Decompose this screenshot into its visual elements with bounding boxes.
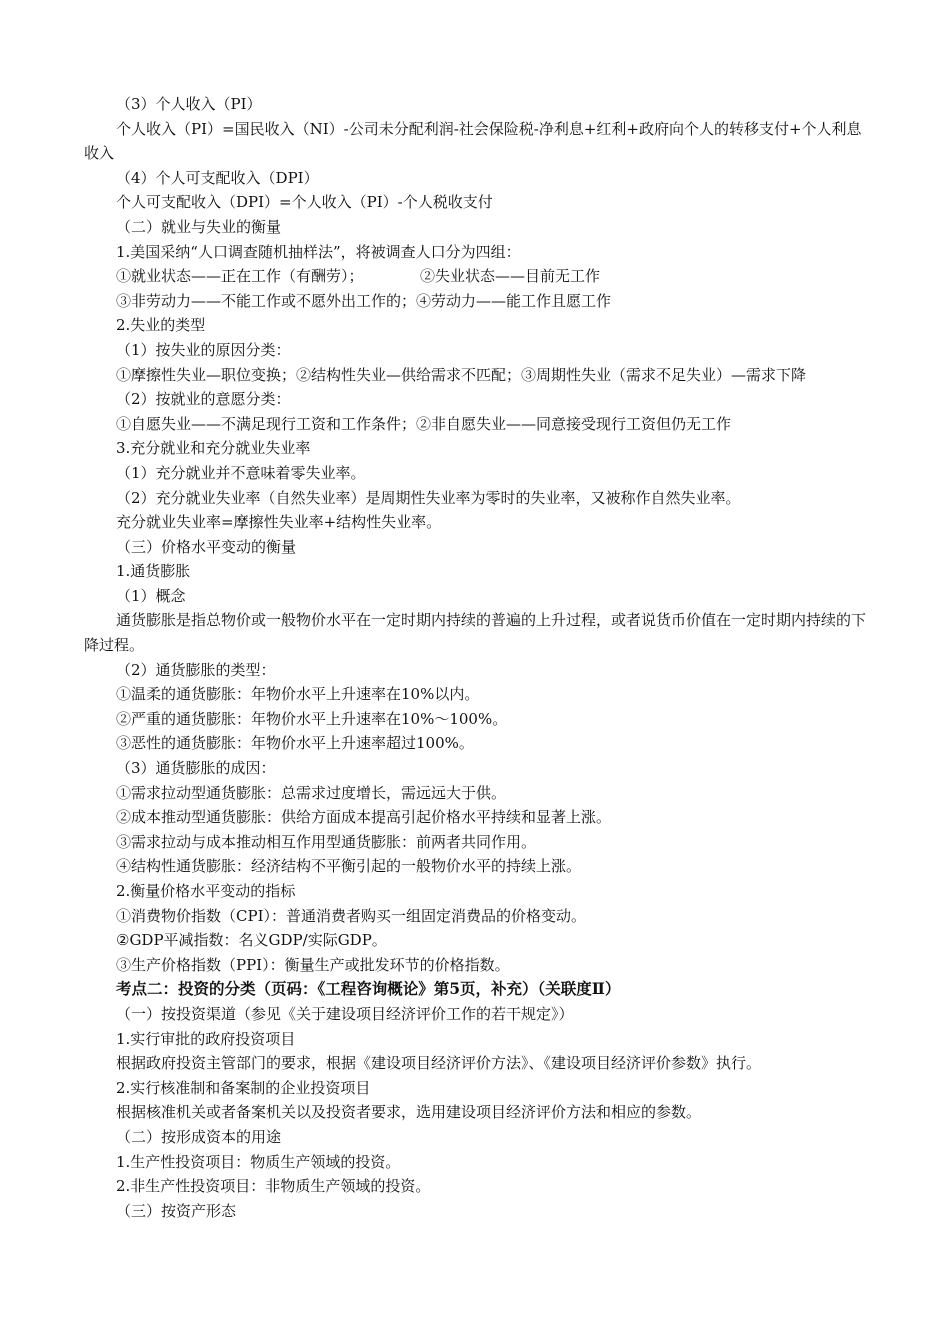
text-line-two-column — [84, 264, 874, 289]
text-line: （一）按投资渠道（参见《关于建设项目经济评价工作的若干规定》） — [116, 1004, 574, 1023]
text-line: 2.失业的类型 — [116, 316, 206, 335]
text-line: ②严重的通货膨胀：年物价水平上升速率在10%～100%。 — [116, 709, 508, 728]
text-line: ②GDP平减指数：名义GDP/实际GDP。 — [116, 931, 387, 950]
text-line: （三）按资产形态 — [116, 1201, 237, 1220]
text-line: （3）个人收入（PI） — [116, 95, 262, 113]
text-line: 个人收入（PI）=国民收入（NI）-公司未分配利润-社会保险税-净利息+红利+政府向个人的转移支付+个人利息收入 — [84, 119, 862, 163]
document-body — [84, 92, 874, 1223]
text-line: （2）充分就业失业率（自然失业率）是周期性失业率为零时的失业率，又被称作自然失业率。 — [116, 488, 741, 507]
text-line: 根据核准机关或者备案机关以及投资者要求，选用建设项目经济评价方法和相应的参数。 — [116, 1103, 702, 1122]
text-line: ③生产价格指数（PPI）：衡量生产或批发环节的价格指数。 — [116, 955, 510, 974]
text-col: ②失业状态——目前无工作 — [420, 267, 601, 286]
text-col: ①就业状态——正在工作（有酬劳）； — [116, 267, 364, 286]
text-line: 1.实行审批的政府投资项目 — [116, 1029, 296, 1048]
text-line: 个人可支配收入（DPI）=个人收入（PI）-个人税收支付 — [116, 193, 493, 212]
text-line: ③需求拉动与成本推动相互作用型通货膨胀：前两者共同作用。 — [116, 832, 537, 851]
text-line: 通货膨胀是指总物价或一般物价水平在一定时期内持续的普遍的上升过程，或者说货币价值在一定时期内持续的下降过程。 — [84, 611, 867, 655]
text-line: 2.非生产性投资项目：非物质生产领域的投资。 — [116, 1177, 431, 1196]
text-line: ③恶性的通货膨胀：年物价水平上升速率超过100%。 — [116, 734, 474, 753]
text-line: ②成本推动型通货膨胀：供给方面成本提高引起价格水平持续和显著上涨。 — [116, 808, 612, 827]
text-line: （2）按就业的意愿分类： — [116, 390, 291, 409]
text-line: ③非劳动力——不能工作或不愿外出工作的；④劳动力——能工作且愿工作 — [116, 291, 612, 310]
text-line: （3）通货膨胀的成因： — [116, 759, 276, 778]
text-line: ①自愿失业——不满足现行工资和工作条件；②非自愿失业——同意接受现行工资但仍无工作 — [116, 414, 732, 433]
text-line: （三）价格水平变动的衡量 — [116, 537, 297, 556]
text-line: 1.美国采纳“人口调查随机抽样法”，将被调查人口分为四组： — [116, 242, 521, 261]
text-line: ①温柔的通货膨胀：年物价水平上升速率在10%以内。 — [116, 685, 480, 704]
text-line: （2）通货膨胀的类型： — [116, 660, 276, 679]
text-line: （1）充分就业并不意味着零失业率。 — [116, 463, 366, 482]
text-line: ④结构性通货膨胀：经济结构不平衡引起的一般物价水平的持续上涨。 — [116, 857, 582, 876]
text-line: 1.生产性投资项目：物质生产领域的投资。 — [116, 1152, 401, 1171]
text-line: ①消费物价指数（CPI）：普通消费者购买一组固定消费品的价格变动。 — [116, 906, 586, 925]
text-line: 2.实行核准制和备案制的企业投资项目 — [116, 1078, 371, 1097]
text-line: 2.衡量价格水平变动的指标 — [116, 882, 296, 900]
text-line: （1）概念 — [116, 586, 186, 605]
section-heading: 考点二：投资的分类（页码：《工程咨询概论》第5页，补充）（关联度Ⅱ） — [116, 979, 621, 999]
text-line: （1）按失业的原因分类： — [116, 340, 291, 359]
text-line: 根据政府投资主管部门的要求，根据《建设项目经济评价方法》、《建设项目经济评价参数》执行。 — [116, 1054, 762, 1073]
text-line: （二）就业与失业的衡量 — [116, 217, 282, 236]
text-line: 充分就业失业率=摩擦性失业率+结构性失业率。 — [116, 513, 442, 532]
text-line: ①摩擦性失业—职位变换；②结构性失业—供给需求不匹配；③周期性失业（需求不足失业）—需求下降 — [116, 365, 807, 384]
text-line: （4）个人可支配收入（DPI） — [116, 168, 319, 187]
text-line: ①需求拉动型通货膨胀：总需求过度增长，需远远大于供。 — [116, 783, 507, 802]
text-line: 3.充分就业和充分就业失业率 — [116, 439, 311, 458]
text-line: 1.通货膨胀 — [116, 562, 191, 581]
text-line: （二）按形成资本的用途 — [116, 1127, 282, 1146]
